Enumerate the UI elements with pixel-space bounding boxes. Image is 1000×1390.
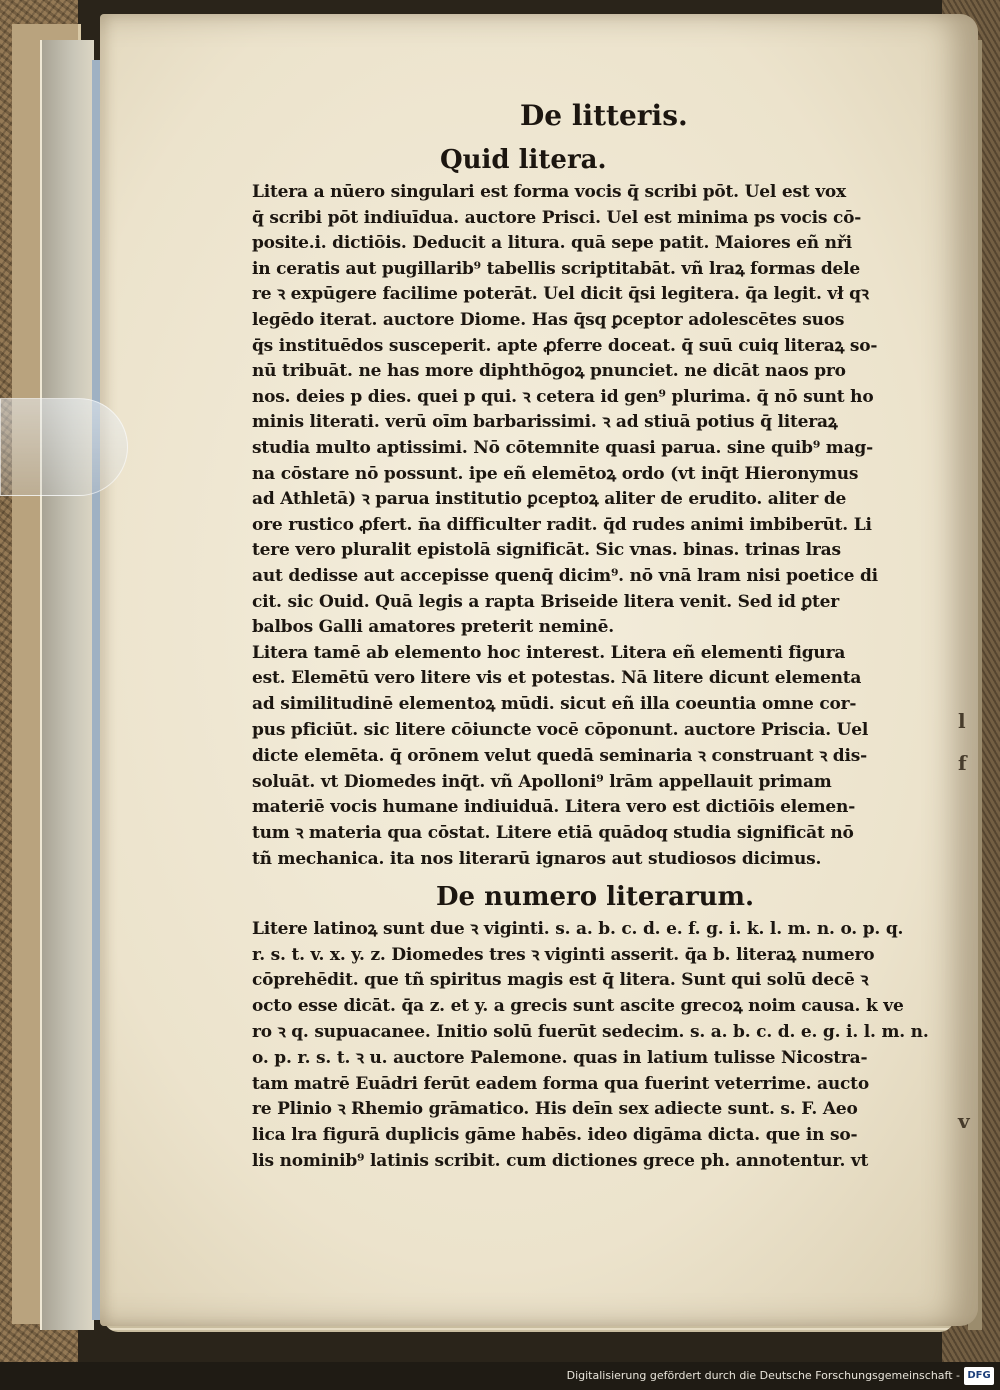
text-line: studia multo aptissimi. Nō cōtemnite quasi parua. sine quib⁹ mag- (252, 437, 873, 458)
text-line: posite.i. dictiōis. Deducit a litura. quā sepe patit. Maiores eñ nři (252, 233, 852, 254)
text-line: re Plinio ꝛ Rhemio grāmatico. His deīn sex adiecte sunt. s. F. Aeo (252, 1099, 858, 1120)
text-line: nū tribuāt. ne has more diphthōgoꝝ pnunciet. ne dicāt naos pro (252, 361, 846, 382)
paragraph (252, 917, 952, 1175)
facing-page-fragment: f (958, 751, 967, 775)
text-line: tam matrē Euādri ferūt eadem forma qua fuerint veterrime. aucto (252, 1073, 869, 1094)
funding-credit: Digitalisierung gefördert durch die Deutsche Forschungsgemeinschaft - (566, 1369, 960, 1382)
section-heading: Quid litera. (440, 145, 607, 175)
dfg-logo: DFG (964, 1367, 994, 1385)
text-line: soluāt. vt Diomedes inq̄t. vñ Apolloni⁹ lrām appellauit primam (252, 771, 832, 792)
text-line: Litere latinoꝝ sunt due ꝛ viginti. s. a. b. c. d. e. f. g. i. k. l. m. n. o. p. q. (252, 918, 904, 939)
text-line: ore rustico ꝓfert. n̄a difficulter radit. q̄d rudes animi imbiberūt. Li (252, 514, 872, 535)
text-line: materiē vocis humane indiuiduā. Litera vero est dictiōis elemen- (252, 797, 856, 818)
digitization-footer (0, 1362, 1000, 1390)
text-line: pus pficiūt. sic litere cōiuncte vocē cōponunt. auctore Priscia. Uel (252, 720, 869, 741)
text-line: na cōstare nō possunt. ipe eñ elemētoꝝ ordo (vt inq̄t Hieronymus (252, 463, 859, 484)
paragraph (252, 180, 952, 641)
text-line: r. s. t. v. x. y. z. Diomedes tres ꝛ viginti asserit. q̄a b. literaꝝ numero (252, 944, 875, 965)
flyleaf-edge (40, 40, 94, 1330)
text-line: dicte elemēta. q̄ orōnem velut quedā seminaria ꝛ construant ꝛ dis- (252, 745, 867, 766)
text-line: minis literati. verū oīm barbarissimi. ꝛ ad stiuā potius q̄ literaꝝ (252, 412, 838, 433)
text-line: Litera tamē ab elemento hoc interest. Litera eñ elementi figura (252, 642, 846, 663)
text-line: ro ꝛ q. supuacanee. Initio solū fuerūt sedecim. s. a. b. c. d. e. g. i. l. m. n. (252, 1022, 929, 1043)
text-line: octo esse dicāt. q̄a z. et y. a grecis sunt ascite grecoꝝ noim causa. k ve (252, 996, 904, 1017)
text-line: lis nominib⁹ latinis scribit. cum dictiones grece ph. annotentur. vt (252, 1151, 869, 1172)
plastic-page-holder (0, 398, 128, 496)
text-line: q̄ scribi pōt indiuīdua. auctore Prisci. Uel est minima ps vocis cō- (252, 207, 862, 228)
paragraph (252, 641, 952, 873)
text-line: Litera a nūero singulari est forma vocis q̄ scribi pōt. Uel est vox (252, 182, 846, 202)
text-line: cit. sic Ouid. Quā legis a rapta Briseide litera venit. Sed id ꝑter (252, 591, 840, 612)
text-line: re ꝛ expūgere facilime poterāt. Uel dicit q̄si legitera. q̄a legit. vł qꝛ (252, 284, 869, 305)
text-line: est. Elemētū vero litere vis et potestas. Nā litere dicunt elementa (252, 668, 862, 689)
text-line: aut dedisse aut accepisse quenq̄ dicim⁹. nō vnā lram nisi poetice di (252, 565, 878, 586)
text-line: lica lra figurā duplicis gāme habēs. ideo digāma dicta. que in so- (252, 1125, 858, 1146)
text-line: nos. deies p dies. quei p qui. ꝛ cetera id gen⁹ plurima. q̄ nō sunt ho (252, 386, 874, 407)
text-line: legēdo iterat. auctore Diome. Has q̄sq ꝑceptor adolescētes suos (252, 309, 845, 330)
text-line: tere vero pluralit epistolā significāt. Sic vnas. binas. trinas lras (252, 540, 841, 561)
section-heading: De numero literarum. (436, 881, 755, 912)
printed-text-block (252, 92, 952, 1175)
text-line: ad Athletā) ꝛ parua institutio ꝑceptoꝝ aliter de erudito. aliter de (252, 489, 847, 510)
text-line: tum ꝛ materia qua cōstat. Litere etiā quādoq studia significāt nō (252, 823, 854, 844)
facing-page-fragment: v (958, 1109, 970, 1133)
text-line: tñ mechanica. ita nos literarū ignaros aut studiosos dicimus. (252, 849, 822, 870)
text-line: in ceratis aut pugillarib⁹ tabellis scriptitabāt. vñ lraꝝ formas dele (252, 258, 861, 279)
text-line: o. p. r. s. t. ꝛ u. auctore Palemone. quas in latium tulisse Nicostra- (252, 1047, 868, 1068)
text-line: ad similitudinē elementoꝝ mūdi. sicut eñ illa coeuntia omne cor- (252, 694, 857, 715)
text-line: cōprehēdit. que tñ spiritus magis est q̄ litera. Sunt qui solū decē ꝛ (252, 970, 869, 991)
text-line: balbos Galli amatores preterit neminē. (252, 617, 615, 638)
facing-page-fragment: l (958, 709, 966, 733)
text-line: q̄s instituēdos susceperit. apte ꝓferre doceat. q̄ suū cuiq literaꝝ so- (252, 335, 878, 356)
running-head: De litteris. (520, 99, 688, 132)
